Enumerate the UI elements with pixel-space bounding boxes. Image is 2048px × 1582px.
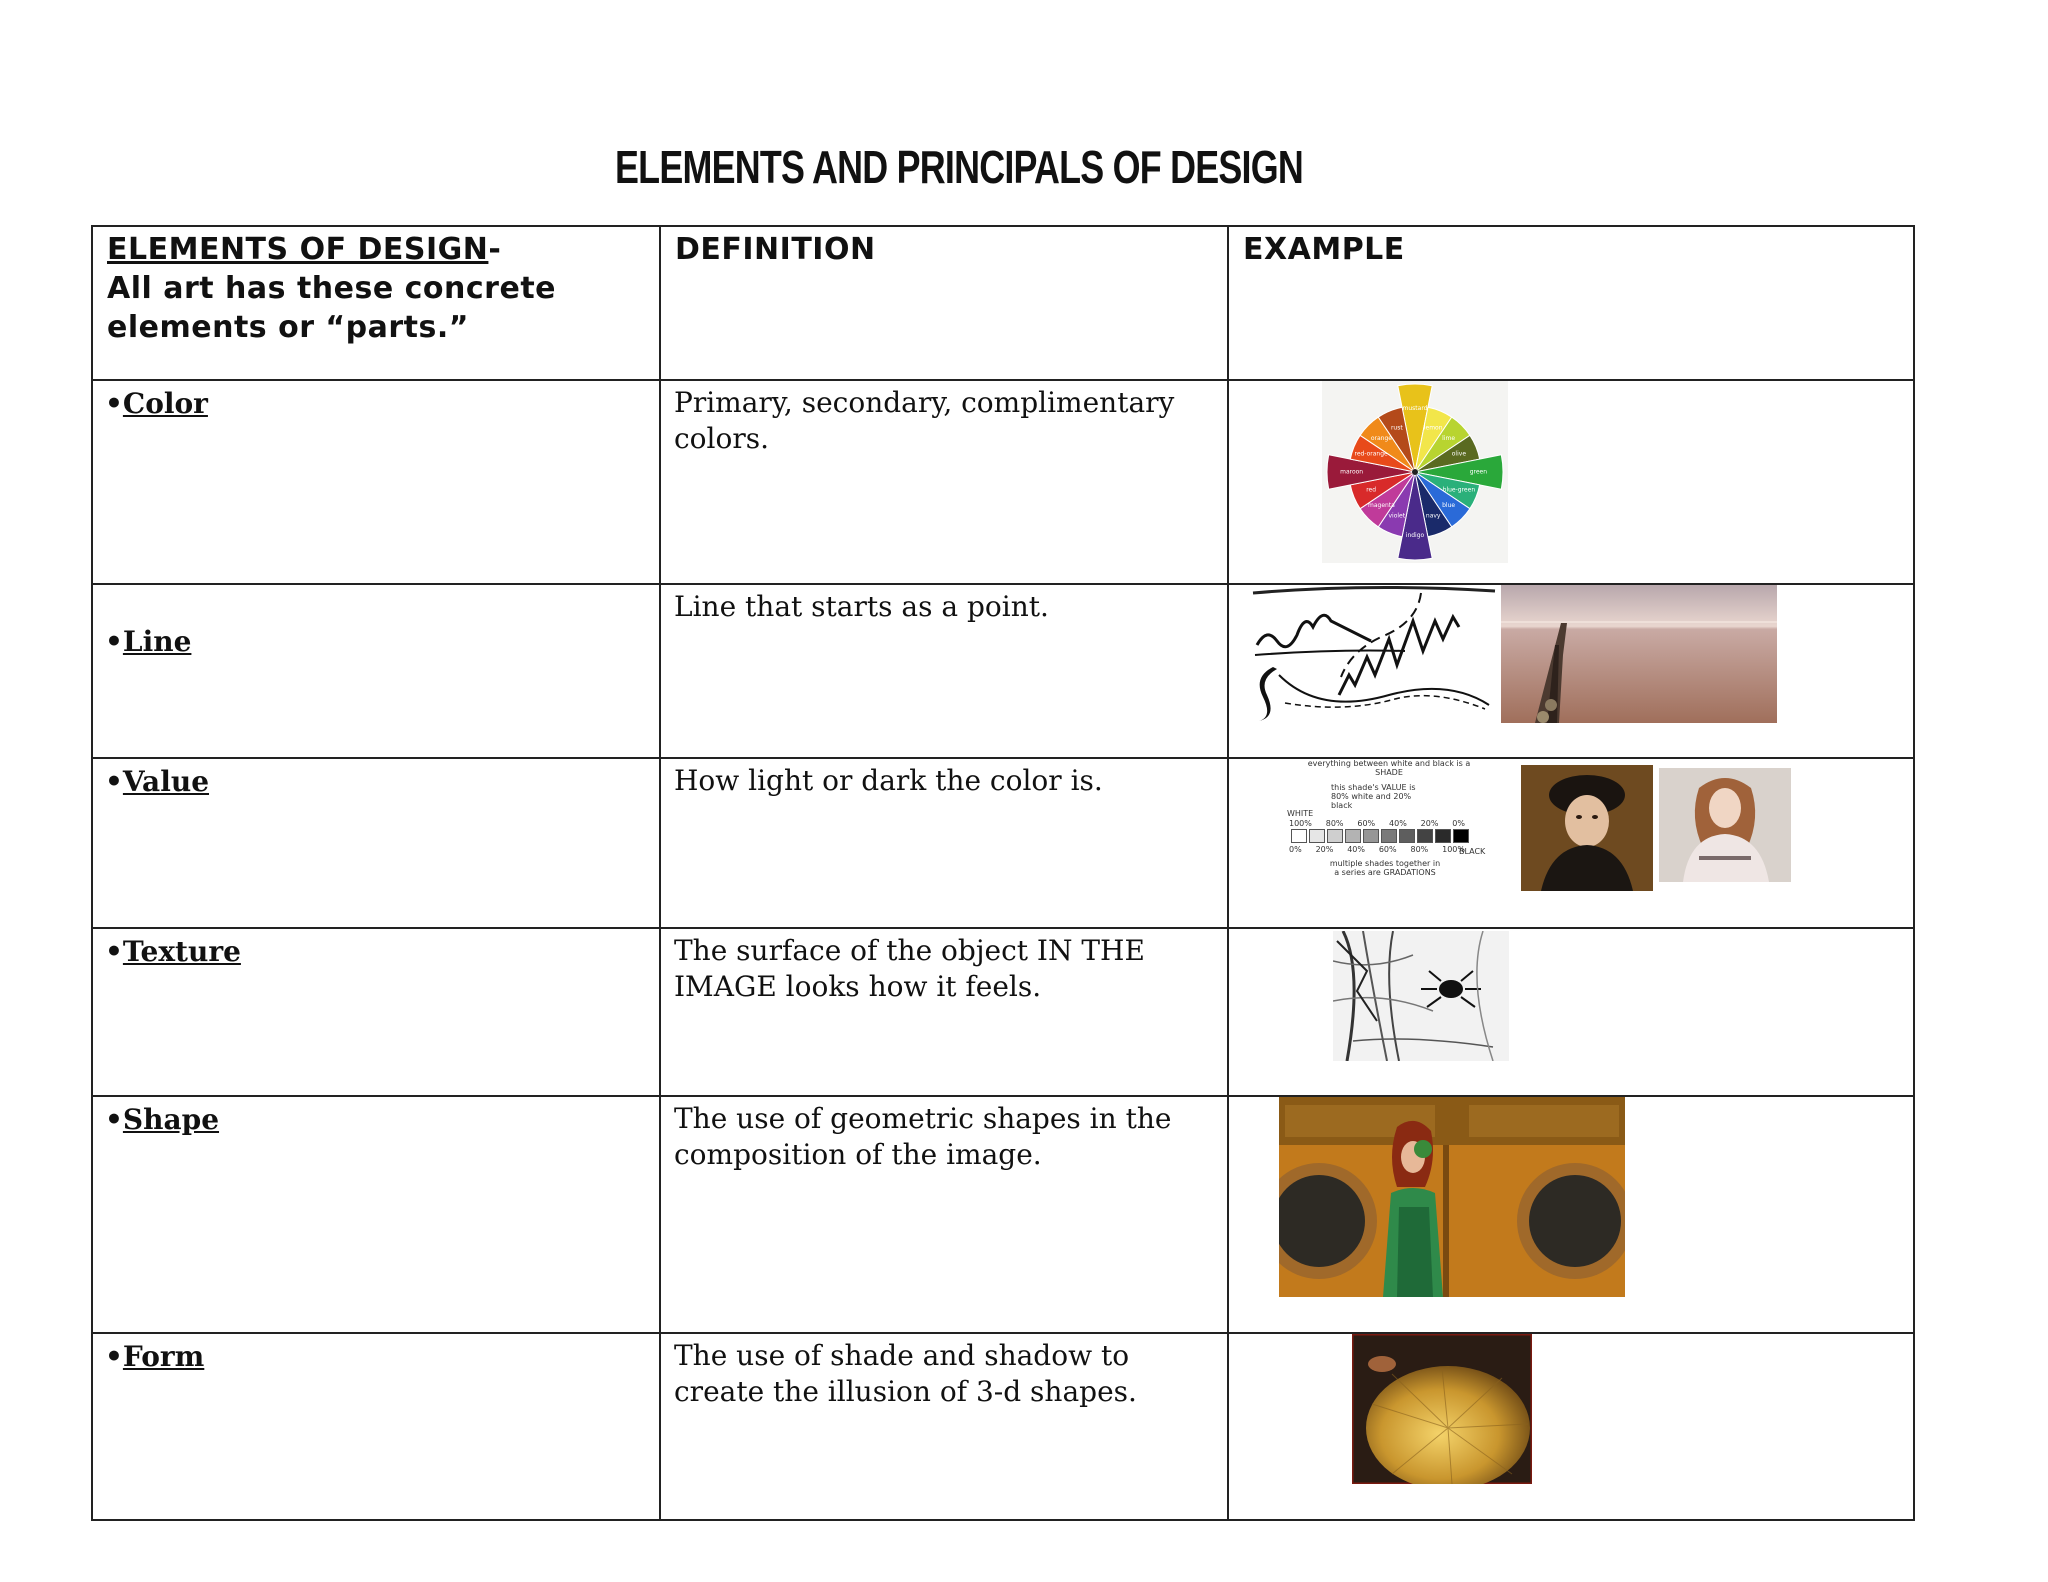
table-row xyxy=(92,758,1914,928)
swatch xyxy=(1381,829,1397,843)
header-cell-definition xyxy=(660,226,1228,380)
definition-text: The use of geometric shapes in the composition of the image. xyxy=(674,1102,1172,1171)
example-heading: EXAMPLE xyxy=(1243,232,1405,267)
definition-cell xyxy=(660,1096,1228,1333)
heading-dash: - xyxy=(488,232,502,267)
definition-cell xyxy=(660,1333,1228,1520)
bullet: • xyxy=(105,935,123,968)
element-cell xyxy=(92,928,660,1096)
percent-label: 100% xyxy=(1289,819,1312,828)
percent-label: 100% xyxy=(1442,845,1465,854)
element-name: Form xyxy=(122,1340,205,1373)
color-wheel-label: magenta xyxy=(1367,502,1395,510)
element-name: Color xyxy=(122,387,208,420)
example-cell xyxy=(1228,928,1914,1096)
definition-cell xyxy=(660,584,1228,758)
swatch xyxy=(1417,829,1433,843)
value-top-caption: everything between white and black is a SHADE xyxy=(1307,759,1471,777)
example-cell xyxy=(1228,758,1914,928)
definition-text: Line that starts as a point. xyxy=(674,590,1049,623)
table-row xyxy=(92,1333,1914,1520)
color-wheel-label: rust xyxy=(1390,424,1403,432)
element-cell xyxy=(92,758,660,928)
color-wheel-label: olive xyxy=(1451,450,1467,458)
swatch xyxy=(1327,829,1343,843)
swatch xyxy=(1435,829,1451,843)
portrait-dark-image xyxy=(1521,765,1653,891)
elements-heading: ELEMENTS OF DESIGN xyxy=(107,232,489,267)
definition-text: Primary, secondary, complimentary colors. xyxy=(674,386,1175,455)
percent-label: 80% xyxy=(1410,845,1429,854)
color-wheel-label: maroon xyxy=(1340,468,1364,476)
definition-text: The use of shade and shadow to create the illusion of 3-d shapes. xyxy=(674,1339,1137,1408)
percent-label: 20% xyxy=(1315,845,1334,854)
element-cell xyxy=(92,584,660,758)
header-row xyxy=(92,226,1914,380)
value-bottom-caption: multiple shades together in a series are GRADATIONS xyxy=(1329,859,1441,877)
laundromat-photo-image xyxy=(1279,1097,1625,1297)
element-cell xyxy=(92,1096,660,1333)
portrait-light-image xyxy=(1659,768,1791,882)
header-cell-example xyxy=(1228,226,1914,380)
white-label: WHITE xyxy=(1287,809,1314,818)
color-wheel-label: green xyxy=(1469,468,1488,476)
color-wheel-label: lemon xyxy=(1423,424,1443,432)
percent-label: 20% xyxy=(1420,819,1439,828)
table-row xyxy=(92,380,1914,584)
texture-photo-image xyxy=(1333,931,1509,1061)
bullet: • xyxy=(105,387,123,420)
definition-text: How light or dark the color is. xyxy=(674,764,1103,797)
element-name: Value xyxy=(122,765,210,798)
swatch xyxy=(1345,829,1361,843)
color-wheel-image xyxy=(1322,381,1508,563)
color-wheel-label: blue xyxy=(1442,502,1456,510)
design-elements-table xyxy=(91,225,1915,1521)
swatch xyxy=(1453,829,1469,843)
color-wheel-label: indigo xyxy=(1405,531,1425,539)
color-wheel-label: lime xyxy=(1442,434,1456,442)
swatch xyxy=(1363,829,1379,843)
header-cell-elements xyxy=(92,226,660,380)
example-cell xyxy=(1228,1096,1914,1333)
color-wheel-label: violet xyxy=(1388,512,1406,520)
percent-label: 60% xyxy=(1378,845,1397,854)
percent-label: 60% xyxy=(1357,819,1376,828)
top-percent-row xyxy=(1289,819,1465,828)
bullet: • xyxy=(105,1340,123,1373)
percent-label: 0% xyxy=(1289,845,1302,854)
table-row xyxy=(92,928,1914,1096)
value-scale-chart xyxy=(1285,759,1493,893)
table-row xyxy=(92,1096,1914,1333)
value-note: this shade's VALUE is 80% white and 20% black xyxy=(1331,783,1416,810)
black-label: BLACK xyxy=(1459,847,1486,856)
definition-cell xyxy=(660,380,1228,584)
hat-photo-image xyxy=(1352,1334,1532,1484)
definition-cell xyxy=(660,758,1228,928)
swatch xyxy=(1291,829,1307,843)
page-title: ELEMENTS AND PRINCIPALS OF DESIGN xyxy=(615,141,1303,193)
element-cell xyxy=(92,1333,660,1520)
element-cell xyxy=(92,380,660,584)
definition-cell xyxy=(660,928,1228,1096)
percent-label: 0% xyxy=(1452,819,1465,828)
color-wheel-label: blue-green xyxy=(1442,486,1476,494)
bottom-percent-row xyxy=(1289,845,1465,854)
color-wheel-label: navy xyxy=(1425,512,1441,520)
example-cell xyxy=(1228,380,1914,584)
gradation-swatches xyxy=(1291,829,1469,843)
pier-photo-image xyxy=(1501,585,1777,723)
element-name: Texture xyxy=(122,935,241,968)
bullet: • xyxy=(105,765,123,798)
element-name: Line xyxy=(122,625,192,658)
swatch xyxy=(1309,829,1325,843)
percent-label: 40% xyxy=(1389,819,1407,828)
color-wheel-label: red-orange xyxy=(1354,450,1388,458)
definition-heading: DEFINITION xyxy=(675,232,876,267)
bullet: • xyxy=(105,1103,123,1136)
table-row xyxy=(92,584,1914,758)
swatch xyxy=(1399,829,1415,843)
percent-label: 80% xyxy=(1325,819,1344,828)
element-name: Shape xyxy=(122,1103,220,1136)
color-wheel-label: orange xyxy=(1370,434,1392,442)
percent-label: 40% xyxy=(1347,845,1365,854)
elements-subtitle: All art has these concrete elements or “parts.” xyxy=(107,271,557,345)
line-drawing-image xyxy=(1249,585,1499,723)
color-wheel-label: mustard xyxy=(1402,405,1428,413)
example-cell xyxy=(1228,1333,1914,1520)
bullet: • xyxy=(105,625,123,658)
color-wheel-label: red xyxy=(1366,486,1377,494)
example-cell xyxy=(1228,584,1914,758)
definition-text: The surface of the object IN THE IMAGE looks how it feels. xyxy=(674,934,1145,1003)
